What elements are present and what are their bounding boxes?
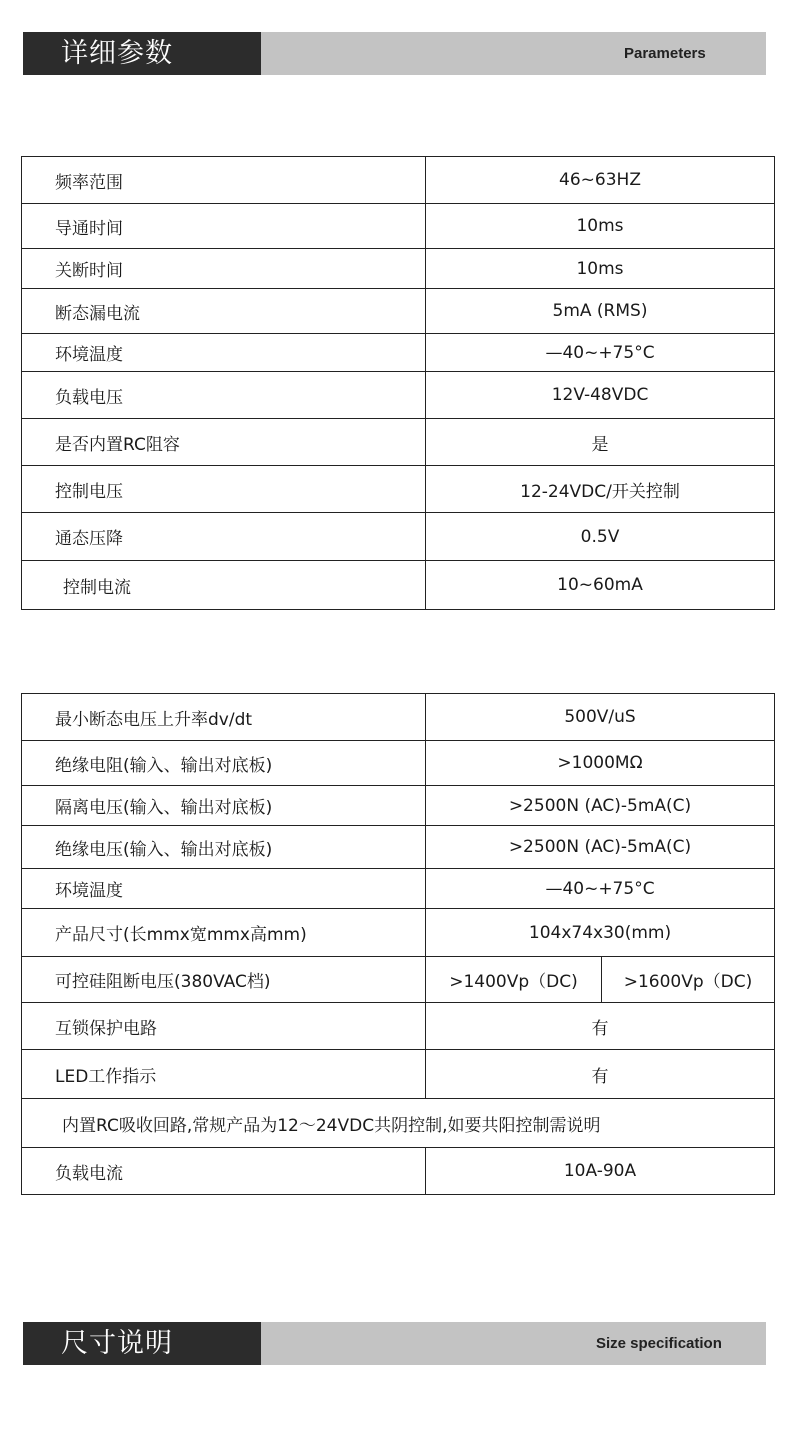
table-row: [22, 1003, 775, 1050]
table-row: [22, 204, 775, 249]
note-row: 内置RC吸收回路,常规产品为12～24VDC共阴控制,如要共阳控制需说明: [22, 1099, 775, 1148]
row-value: >1000MΩ: [426, 741, 775, 786]
table-row: [22, 694, 775, 741]
table-row: [22, 157, 775, 204]
table-row: [22, 741, 775, 786]
table-row: [22, 334, 775, 372]
table-row: [22, 289, 775, 334]
table-row: [22, 909, 775, 957]
table-row: [22, 786, 775, 826]
row-label: 频率范围: [22, 157, 426, 204]
row-label: 关断时间: [22, 249, 426, 289]
row-label: 控制电压: [22, 466, 426, 513]
row-label: 最小断态电压上升率dv/dt: [22, 694, 426, 741]
row-value: 10A-90A: [426, 1148, 775, 1195]
parameters-title: 详细参数: [23, 32, 261, 75]
table-row: [22, 561, 775, 610]
row-value: 10ms: [426, 204, 775, 249]
row-value: —40~+75°C: [426, 334, 775, 372]
row-value: 有: [426, 1003, 775, 1050]
row-label: 负载电压: [22, 372, 426, 419]
row-value: 5mA (RMS): [426, 289, 775, 334]
size-spec-subtitle: Size specification: [596, 1335, 722, 1352]
row-label: 通态压降: [22, 513, 426, 561]
row-value: 10~60mA: [426, 561, 775, 610]
table-row: [22, 513, 775, 561]
row-value: 是: [426, 419, 775, 466]
row-label: 绝缘电压(输入、输出对底板): [22, 826, 426, 869]
row-label: 负载电流: [22, 1148, 426, 1195]
row-value: 10ms: [426, 249, 775, 289]
parameters-table: [21, 156, 775, 610]
parameters-table-2: [21, 693, 775, 1195]
row-label: 互锁保护电路: [22, 1003, 426, 1050]
table-row: [22, 419, 775, 466]
row-value: —40~+75°C: [426, 869, 775, 909]
row-label: 环境温度: [22, 869, 426, 909]
row-value-dc-1600: >1600Vp（DC): [602, 957, 775, 1003]
row-label: 绝缘电阻(输入、输出对底板): [22, 741, 426, 786]
table-row: [22, 466, 775, 513]
row-value: 500V/uS: [426, 694, 775, 741]
row-label: 导通时间: [22, 204, 426, 249]
table-row: [22, 1099, 775, 1148]
row-value-dc-1400: >1400Vp（DC): [426, 957, 602, 1003]
parameters-banner: [23, 32, 766, 75]
row-value: 0.5V: [426, 513, 775, 561]
row-value: 104x74x30(mm): [426, 909, 775, 957]
row-value: 有: [426, 1050, 775, 1099]
row-label: 可控硅阻断电压(380VAC档): [22, 957, 426, 1003]
table-row: [22, 869, 775, 909]
size-spec-title: 尺寸说明: [23, 1322, 261, 1365]
row-value: 12V-48VDC: [426, 372, 775, 419]
row-value: >2500N (AC)-5mA(C): [426, 786, 775, 826]
row-label: 控制电流: [22, 561, 426, 610]
parameters-subtitle: Parameters: [624, 45, 706, 62]
size-spec-banner: [23, 1322, 766, 1365]
table-row: [22, 826, 775, 869]
table-row: [22, 372, 775, 419]
row-value: >2500N (AC)-5mA(C): [426, 826, 775, 869]
row-value: 46~63HZ: [426, 157, 775, 204]
row-label: 断态漏电流: [22, 289, 426, 334]
row-label: 环境温度: [22, 334, 426, 372]
table-row: [22, 1050, 775, 1099]
row-label: 产品尺寸(长mmx宽mmx高mm): [22, 909, 426, 957]
row-label: 隔离电压(输入、输出对底板): [22, 786, 426, 826]
row-value: 12-24VDC/开关控制: [426, 466, 775, 513]
table-row: [22, 957, 775, 1003]
row-label: LED工作指示: [22, 1050, 426, 1099]
table-row: [22, 1148, 775, 1195]
row-label: 是否内置RC阻容: [22, 419, 426, 466]
table-row: [22, 249, 775, 289]
